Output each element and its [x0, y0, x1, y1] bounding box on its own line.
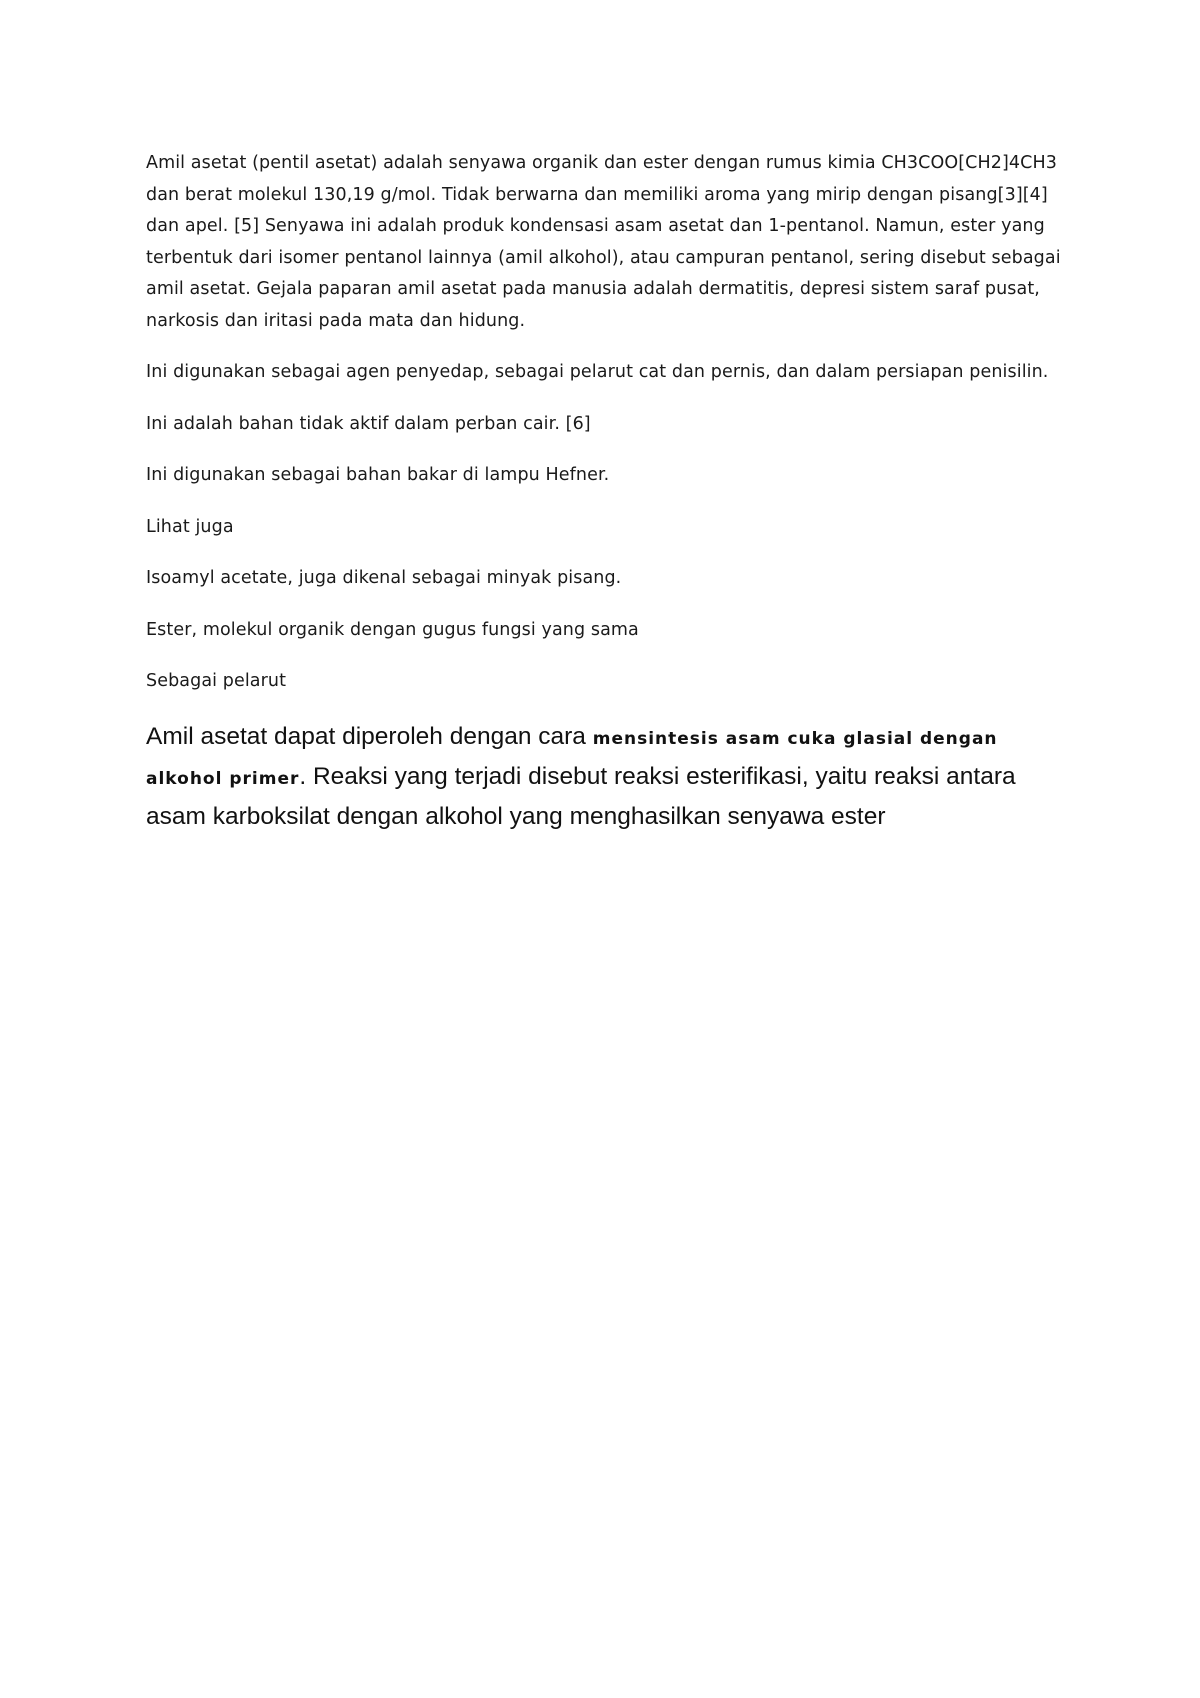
see-also-isoamyl-item: Isoamyl acetate, juga dikenal sebagai minyak pisang. [146, 568, 622, 588]
synthesis-method-bold: mensintesis asam cuka glasial dengan alkohol primer [146, 728, 998, 789]
see-also-ester-item: Ester, molekul organik dengan gugus fungsi yang sama [146, 619, 639, 640]
see-also-solvent-item: Sebagai pelarut [146, 671, 287, 691]
hefner-lamp-paragraph: Ini digunakan sebagai bahan bakar di lampu Hefner. [146, 465, 610, 485]
liquid-bandage-paragraph: Ini adalah bahan tidak aktif dalam perban cair. [6] [146, 413, 591, 434]
intro-paragraph: Amil asetat (pentil asetat) adalah senyawa organik dan ester dengan rumus kimia CH3COO[CH2]4CH3 dan berat molekul 130,19 g/mol. Tidak berwarna dan memiliki aroma yang mirip dengan pisang[3][4] dan apel. [5] Senyawa ini adalah produk kondensasi asam asetat dan 1-pentanol. Namun, ester yang terbentuk dari isomer pentanol lainnya (amil alkohol), atau campuran pentanol, sering disebut sebagai amil asetat. Gejala paparan amil asetat pada manusia adalah dermatitis, depresi sistem saraf pusat, narkosis dan iritasi pada mata dan hidung. [146, 153, 1061, 331]
document-body [146, 148, 1066, 859]
synthesis-paragraph [146, 718, 1066, 835]
usage-paragraph: Ini digunakan sebagai agen penyedap, sebagai pelarut cat dan pernis, dan dalam persiapan penisilin. [146, 362, 1049, 382]
synthesis-text-start: Amil asetat dapat diperoleh dengan cara [146, 722, 593, 750]
see-also-heading: Lihat juga [146, 516, 234, 537]
synthesis-text-end: . Reaksi yang terjadi disebut reaksi esterifikasi, yaitu reaksi antara asam karboksilat dengan alkohol yang menghasilkan senyawa ester [146, 762, 1016, 830]
